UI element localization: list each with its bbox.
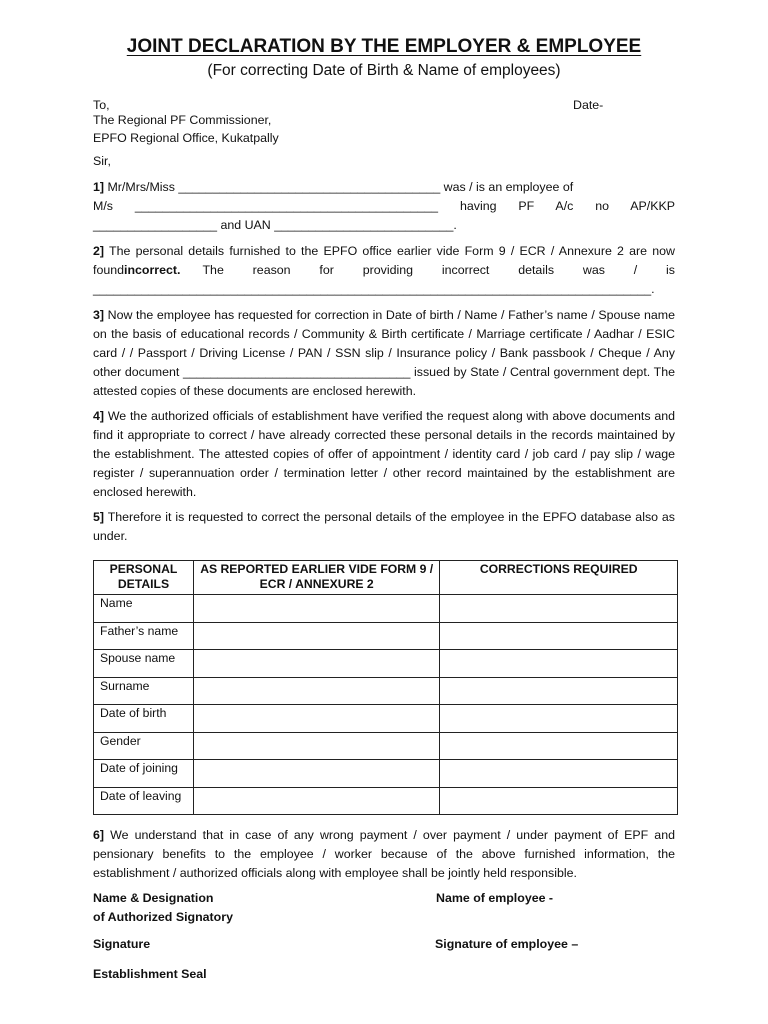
salutation: Sir, <box>93 154 111 168</box>
reported-cell[interactable] <box>193 650 439 678</box>
para-1-line-3: __________________ and UAN __________________________. <box>93 218 457 232</box>
correction-cell[interactable] <box>440 650 678 678</box>
table-row <box>94 622 678 650</box>
row-label: Surname <box>94 677 194 705</box>
name-of-employee-label: Name of employee - <box>436 891 554 905</box>
header-reported-earlier: AS REPORTED EARLIER VIDE FORM 9 / ECR / ANNEXURE 2 <box>193 561 439 595</box>
para-3: 3] Now the employee has requested for correction in Date of birth / Name / Father’s name / Spouse name on the basis of educational records / Community & Birth certificate / Marriage certificate / Aadhar / ESIC card / / Passport / Driving License / PAN / SSN slip / Insurance policy / Bank passbook / Cheque / Any other document _________________________________ issued by State / Central government dept. The attested copies of these documents are enclosed herewith. <box>93 308 676 398</box>
para-4: 4] We the authorized officials of establishment have verified the request along with above documents and find it appropriate to correct / have already corrected these personal details in the records maintained by the establishment. The attested copies of offer of appointment / identity card / job card / pay slip / wage register / superannuation order / termination letter / other record maintained by the establishment are enclosed herewith. <box>93 409 675 499</box>
reported-cell[interactable] <box>193 595 439 623</box>
reported-cell[interactable] <box>193 760 439 788</box>
row-label: Name <box>94 595 194 623</box>
document-subtitle: (For correcting Date of Birth & Name of employees) <box>207 62 561 79</box>
correction-cell[interactable] <box>440 787 678 815</box>
row-label: Date of leaving <box>94 787 194 815</box>
table-row <box>94 677 678 705</box>
correction-cell[interactable] <box>440 732 678 760</box>
name-designation-label: Name & Designation <box>93 891 214 905</box>
address-to: To, <box>93 98 110 112</box>
reported-cell[interactable] <box>193 677 439 705</box>
signature-label: Signature <box>93 937 151 951</box>
row-label: Date of joining <box>94 760 194 788</box>
header-corrections-required: CORRECTIONS REQUIRED <box>440 561 678 595</box>
para-6: 6] We understand that in case of any wrong payment / over payment / under payment of EPF and pensionary benefits to the employee / worker because of the above furnished information, the establishment / authorized officials along with employee shall be jointly held responsible. <box>93 828 675 880</box>
para-1-line-2: M/s ____________________________________________ having PF A/c no AP/KKP <box>93 199 675 213</box>
table-row <box>94 650 678 678</box>
para-1-line-1: 1] Mr/Mrs/Miss ______________________________________ was / is an employee of <box>93 180 574 194</box>
signature-of-employee-label: Signature of employee – <box>435 937 579 951</box>
table-header-row <box>94 561 678 595</box>
address-line-2: EPFO Regional Office, Kukatpally <box>93 131 279 145</box>
row-label: Father’s name <box>94 622 194 650</box>
table-row <box>94 787 678 815</box>
correction-cell[interactable] <box>440 760 678 788</box>
para-2-line-2: found incorrect. The reason for providing incorrect details was / is <box>93 263 675 277</box>
para-5: 5] Therefore it is requested to correct the personal details of the employee in the EPFO database also as under. <box>93 510 675 543</box>
row-label: Gender <box>94 732 194 760</box>
table-row <box>94 705 678 733</box>
reported-cell[interactable] <box>193 705 439 733</box>
address-line-1: The Regional PF Commissioner, <box>93 113 272 127</box>
correction-cell[interactable] <box>440 705 678 733</box>
row-label: Date of birth <box>94 705 194 733</box>
corrections-table <box>93 560 678 815</box>
table-row <box>94 732 678 760</box>
para-2-line-3: _________________________________________________________________________________. <box>93 282 655 296</box>
table-row <box>94 595 678 623</box>
correction-cell[interactable] <box>440 677 678 705</box>
row-label: Spouse name <box>94 650 194 678</box>
para-2-line-1: 2] The personal details furnished to the EPFO office earlier vide Form 9 / ECR / Annexure 2 are now <box>93 244 675 258</box>
header-personal-details: PERSONAL DETAILS <box>94 561 194 595</box>
authorized-signatory-label: of Authorized Signatory <box>93 910 233 924</box>
reported-cell[interactable] <box>193 732 439 760</box>
correction-cell[interactable] <box>440 622 678 650</box>
reported-cell[interactable] <box>193 622 439 650</box>
correction-cell[interactable] <box>440 595 678 623</box>
reported-cell[interactable] <box>193 787 439 815</box>
date-field: Date- <box>573 98 604 112</box>
table-row <box>94 760 678 788</box>
establishment-seal-label: Establishment Seal <box>93 967 207 981</box>
document-title: JOINT DECLARATION BY THE EMPLOYER & EMPLOYEE <box>126 36 642 57</box>
